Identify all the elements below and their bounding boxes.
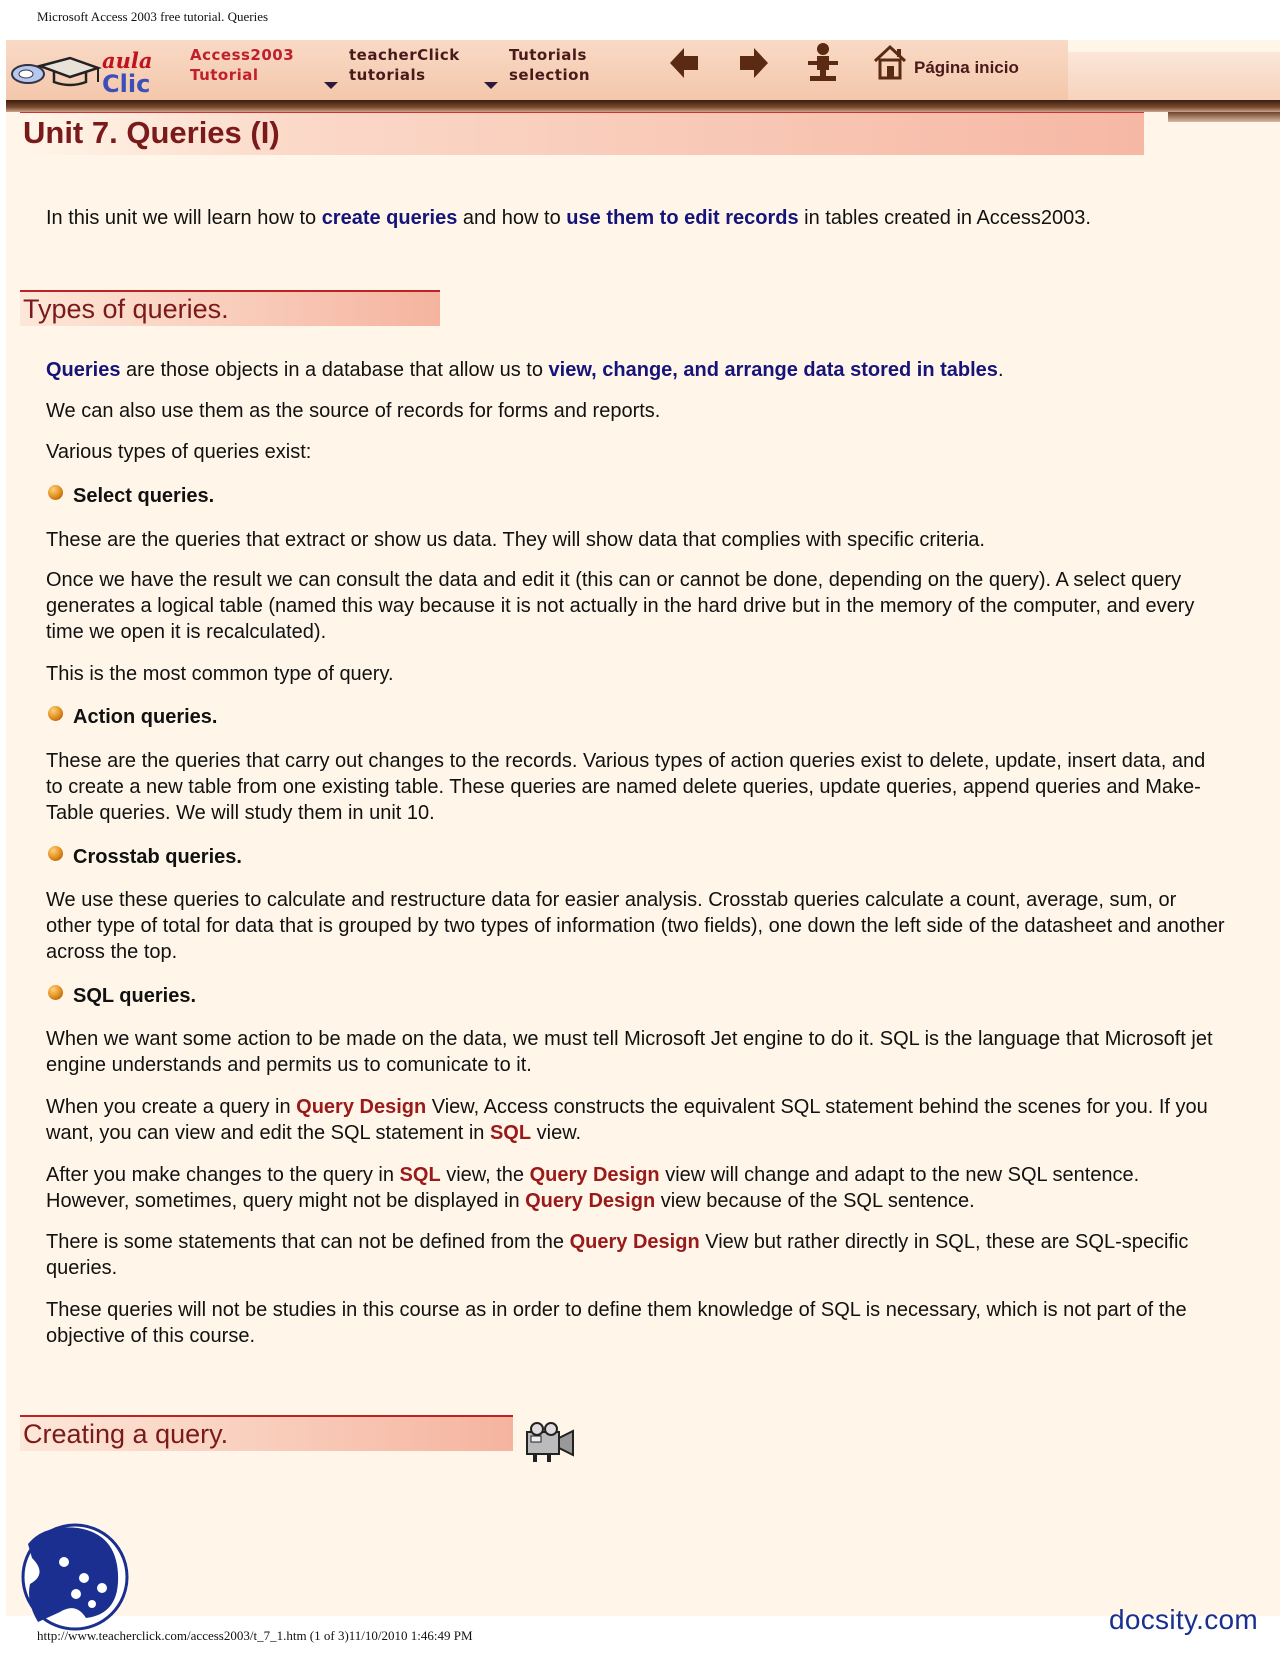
text: are those objects in a database that allow us to bbox=[120, 359, 549, 381]
highlight-query-design: Query Design bbox=[569, 1231, 700, 1253]
paragraph bbox=[46, 357, 1226, 383]
nav-item2-line2: tutorials bbox=[349, 66, 426, 84]
print-header: Microsoft Access 2003 free tutorial. Queries bbox=[37, 9, 269, 24]
text: in tables created in Access2003. bbox=[798, 207, 1091, 229]
heading-text: Select queries. bbox=[73, 485, 215, 507]
text: view because of the SQL sentence. bbox=[655, 1190, 975, 1212]
bullet-heading-sql bbox=[48, 983, 196, 1009]
nav-access2003-tutorial[interactable] bbox=[190, 45, 294, 85]
print-footer: http://www.teacherclick.com/access2003/t_7_1.htm (1 of 3)11/10/2010 1:46:49 PM bbox=[37, 1628, 473, 1643]
text: . bbox=[997, 359, 1004, 381]
text: and how to bbox=[457, 207, 567, 229]
home-link[interactable]: Página inicio bbox=[914, 58, 1019, 77]
nav-item3-line2: selection bbox=[509, 66, 591, 84]
text: view, the bbox=[440, 1164, 530, 1186]
paragraph bbox=[46, 1094, 1226, 1146]
home-icon[interactable] bbox=[872, 44, 908, 80]
highlight-query-design: Query Design bbox=[525, 1190, 656, 1212]
text: When you create a query in bbox=[46, 1096, 297, 1118]
dropdown-arrow-icon[interactable] bbox=[324, 82, 338, 89]
video-camera-icon[interactable] bbox=[525, 1422, 577, 1464]
heading-text: SQL queries. bbox=[73, 985, 197, 1007]
nav-tutorials-selection[interactable] bbox=[509, 45, 590, 85]
highlight-sql: SQL bbox=[489, 1122, 532, 1144]
paragraph: Once we have the result we can consult the data and edit it (this can or cannot be done, depending on the query). A select query generates a logical table (named this way because it is not actually in the hard drive but in the memory of the computer, and every time we open it is recalculated). bbox=[46, 569, 1195, 643]
text: In this unit we will learn how to bbox=[46, 207, 322, 229]
nav-bar-extension bbox=[1068, 52, 1280, 100]
section-title-creating: Creating a query. bbox=[23, 1419, 229, 1449]
highlight-sql: SQL bbox=[399, 1164, 441, 1186]
bullet-ball-icon bbox=[48, 846, 63, 861]
highlight-create-queries: create queries bbox=[321, 207, 458, 229]
nav-item1-line2: Tutorial bbox=[190, 66, 259, 84]
paragraph: We can also use them as the source of records for forms and reports. bbox=[46, 400, 661, 422]
bullet-ball-icon bbox=[48, 485, 63, 500]
bullet-ball-icon bbox=[48, 985, 63, 1000]
bullet-heading-action bbox=[48, 704, 217, 730]
nav-bottom-band-right bbox=[1168, 112, 1280, 122]
index-person-icon[interactable] bbox=[806, 42, 840, 82]
heading-text: Crosstab queries. bbox=[73, 846, 242, 868]
paragraph: These are the queries that carry out changes to the records. Various types of action queries exist to delete, update, insert data, and to create a new table from one existing table. These queries are named delete queries, update queries, append queries and Make-Table queries. We will study them in unit 10. bbox=[46, 750, 1206, 824]
docsity-watermark: docsity.com bbox=[1109, 1604, 1259, 1635]
nav-teacherclick-tutorials[interactable] bbox=[349, 45, 460, 85]
text: There is some statements that can not be defined from the bbox=[46, 1231, 570, 1253]
bullet-heading-crosstab bbox=[48, 844, 242, 870]
dropdown-arrow-icon[interactable] bbox=[484, 82, 498, 89]
highlight-queries: Queries bbox=[46, 359, 121, 381]
paragraph bbox=[46, 1229, 1226, 1281]
paragraph: This is the most common type of query. bbox=[46, 663, 394, 685]
text: view. bbox=[531, 1122, 582, 1144]
highlight-edit-records: use them to edit records bbox=[566, 207, 799, 229]
aulaclic-logo[interactable] bbox=[10, 44, 160, 96]
arrow-left-icon[interactable] bbox=[668, 45, 700, 81]
text: After you make changes to the query in bbox=[46, 1164, 400, 1186]
highlight-view-change: view, change, and arrange data stored in tables bbox=[548, 359, 998, 381]
section-title-types: Types of queries. bbox=[23, 294, 229, 324]
page-background bbox=[6, 40, 1280, 1616]
nav-item1-line1: Access2003 bbox=[190, 46, 295, 64]
logo-text-bottom: Clic bbox=[102, 70, 151, 96]
section-title-bar bbox=[20, 1415, 513, 1451]
nav-item2-line1: teacherClick bbox=[349, 46, 460, 64]
section-title-bar bbox=[20, 290, 440, 326]
bullet-heading-select bbox=[48, 483, 214, 509]
paragraph bbox=[46, 1162, 1226, 1214]
intro-paragraph bbox=[46, 205, 1226, 231]
paragraph: We use these queries to calculate and restructure data for easier analysis. Crosstab queries calculate a count, average, sum, or other type of total for data that is grouped by two types of information (two fields), one down the left side of the datasheet and another across the top. bbox=[46, 889, 1225, 963]
arrow-right-icon[interactable] bbox=[738, 45, 770, 81]
bullet-ball-icon bbox=[48, 706, 63, 721]
nav-bottom-band bbox=[6, 100, 1280, 112]
page-title: Unit 7. Queries (I) bbox=[23, 115, 280, 150]
text: View but rather directly in SQL, these are SQL-specific queries. bbox=[46, 1231, 1189, 1279]
unit-title-bar bbox=[20, 112, 1144, 155]
logo-text-top: aula bbox=[102, 48, 153, 73]
nav-item3-line1: Tutorials bbox=[509, 46, 587, 64]
text: View, Access constructs the equivalent SQL statement behind the scenes for you. If you want, you can view and edit the SQL statement in bbox=[46, 1096, 1208, 1144]
text: view will change and adapt to the new SQL sentence. However, sometimes, query might not be displayed in bbox=[46, 1164, 1140, 1212]
paragraph: When we want some action to be made on the data, we must tell Microsoft Jet engine to do it. SQL is the language that Microsoft jet engine understands and permits us to comunicate to it. bbox=[46, 1028, 1213, 1076]
highlight-query-design: Query Design bbox=[296, 1096, 427, 1118]
paragraph: Various types of queries exist: bbox=[46, 441, 312, 463]
heading-text: Action queries. bbox=[73, 706, 218, 728]
docsity-logo-icon bbox=[20, 1522, 130, 1632]
highlight-query-design: Query Design bbox=[529, 1164, 660, 1186]
paragraph: These are the queries that extract or show us data. They will show data that complies with specific criteria. bbox=[46, 529, 985, 551]
paragraph: These queries will not be studies in this course as in order to define them knowledge of SQL is necessary, which is not part of the objective of this course. bbox=[46, 1299, 1187, 1347]
